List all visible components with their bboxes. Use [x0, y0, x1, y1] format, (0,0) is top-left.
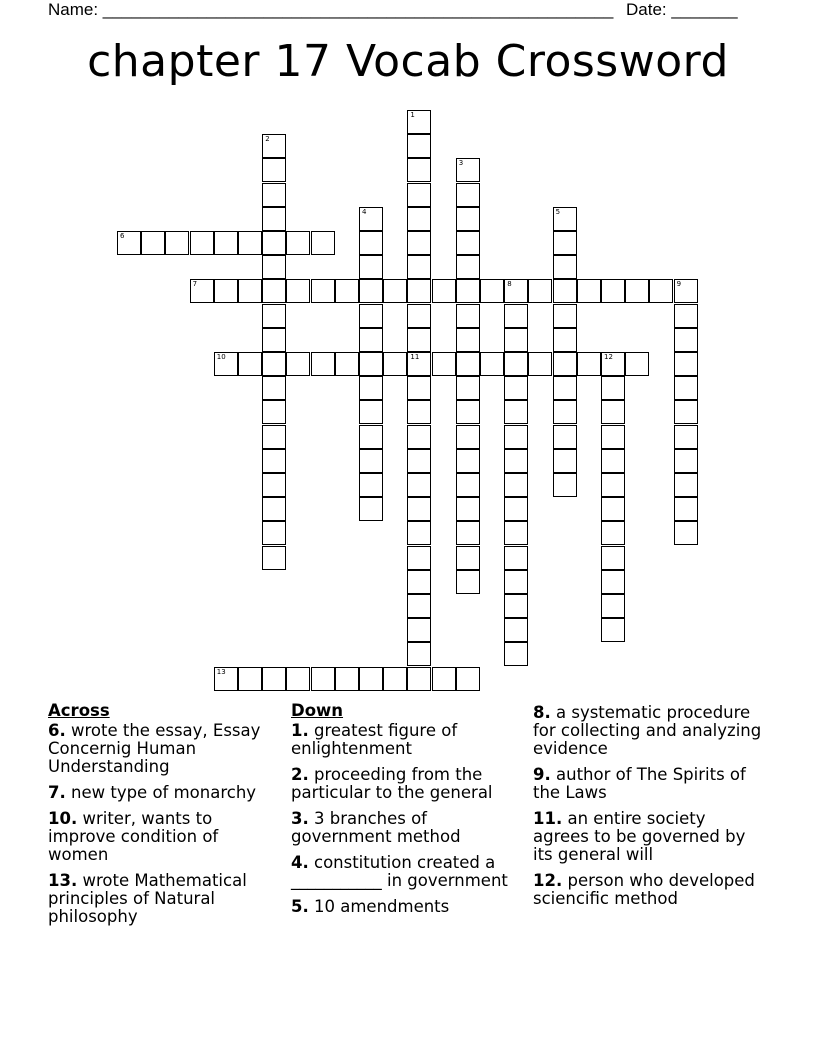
crossword-cell[interactable] [262, 425, 286, 449]
crossword-cell[interactable] [601, 594, 625, 618]
clue-item-number: 6. [48, 721, 66, 740]
clue-item-text: greatest figure of enlightenment [291, 721, 458, 758]
crossword-cell[interactable] [553, 304, 577, 328]
clue-item-number: 7. [48, 783, 66, 802]
crossword-cell[interactable] [262, 400, 286, 424]
crossword-cell[interactable] [407, 400, 431, 424]
crossword-cell[interactable] [577, 279, 601, 303]
crossword-cell[interactable] [262, 546, 286, 570]
clue-item [48, 784, 276, 802]
crossword-cell[interactable] [262, 376, 286, 400]
crossword-cell[interactable] [359, 255, 383, 279]
crossword-cell[interactable] [480, 279, 504, 303]
crossword-cell[interactable] [504, 449, 528, 473]
crossword-cell[interactable] [359, 207, 383, 231]
crossword-cell[interactable] [407, 425, 431, 449]
crossword-cell[interactable] [262, 231, 286, 255]
crossword-cell[interactable] [359, 376, 383, 400]
crossword-cell[interactable] [601, 449, 625, 473]
crossword-cell[interactable] [456, 231, 480, 255]
crossword-cell[interactable] [359, 279, 383, 303]
crossword-cell[interactable] [335, 279, 359, 303]
crossword-cell[interactable] [359, 425, 383, 449]
crossword-cell[interactable] [359, 473, 383, 497]
clues-across-column [48, 702, 276, 934]
crossword-cell[interactable] [504, 328, 528, 352]
crossword-cell[interactable] [625, 279, 649, 303]
crossword-cell[interactable] [601, 570, 625, 594]
clue-number: 9 [676, 280, 682, 289]
crossword-cell[interactable] [553, 255, 577, 279]
name-field-label: Name: ______________________________________________________ [48, 0, 614, 19]
crossword-cell[interactable] [649, 279, 673, 303]
crossword-cell[interactable] [359, 667, 383, 691]
clue-number: 4 [362, 207, 367, 216]
crossword-cell[interactable] [456, 255, 480, 279]
crossword-cell[interactable] [407, 183, 431, 207]
crossword-cell[interactable] [432, 352, 456, 376]
crossword-cell[interactable] [674, 376, 698, 400]
crossword-cell[interactable] [528, 279, 552, 303]
crossword-cell[interactable] [456, 497, 480, 521]
clue-item-text: 10 amendments [308, 897, 450, 916]
crossword-cell[interactable] [165, 231, 189, 255]
clue-number: 7 [192, 280, 198, 289]
crossword-cell[interactable] [262, 134, 286, 158]
crossword-cell[interactable] [674, 304, 698, 328]
crossword-cell[interactable] [674, 328, 698, 352]
clue-item [291, 766, 513, 802]
crossword-cell[interactable] [190, 231, 214, 255]
clue-item-text: writer, wants to improve condition of women [48, 809, 219, 864]
across-heading: Across [48, 701, 110, 720]
page-title: chapter 17 Vocab Crossword [87, 36, 729, 87]
crossword-cell[interactable] [601, 425, 625, 449]
crossword-cell[interactable] [456, 328, 480, 352]
crossword-cell[interactable] [407, 352, 431, 376]
clue-item-number: 1. [291, 721, 309, 740]
crossword-cell[interactable] [456, 158, 480, 182]
clue-item-text: wrote the essay, Essay Concernig Human Understanding [48, 721, 261, 776]
crossword-cell[interactable] [407, 570, 431, 594]
crossword-cell[interactable] [190, 279, 214, 303]
crossword-cell[interactable] [359, 400, 383, 424]
date-field-label: Date: _______ [626, 0, 738, 19]
crossword-cell[interactable] [407, 473, 431, 497]
crossword-cell[interactable] [553, 425, 577, 449]
crossword-cell[interactable] [553, 449, 577, 473]
crossword-cell[interactable] [214, 667, 238, 691]
clue-number: 2 [265, 135, 270, 144]
crossword-cell[interactable] [141, 231, 165, 255]
crossword-cell[interactable] [238, 231, 262, 255]
clue-item-number: 11. [533, 809, 563, 828]
clue-item-text: wrote Mathematical principles of Natural philosophy [48, 871, 247, 926]
clue-item [291, 722, 513, 758]
clue-item-number: 13. [48, 871, 78, 890]
crossword-cell[interactable] [601, 376, 625, 400]
crossword-cell[interactable] [674, 473, 698, 497]
clue-item-text: person who developed sciencific method [533, 871, 755, 908]
crossword-cell[interactable] [480, 352, 504, 376]
crossword-cell[interactable] [456, 473, 480, 497]
crossword-cell[interactable] [553, 473, 577, 497]
crossword-cell[interactable] [238, 279, 262, 303]
crossword-cell[interactable] [456, 376, 480, 400]
crossword-cell[interactable] [359, 231, 383, 255]
crossword-cell[interactable] [504, 473, 528, 497]
crossword-cell[interactable] [456, 425, 480, 449]
crossword-cell[interactable] [456, 667, 480, 691]
clue-item [291, 854, 513, 890]
crossword-cell[interactable] [674, 352, 698, 376]
crossword-cell[interactable] [335, 352, 359, 376]
crossword-cell[interactable] [504, 570, 528, 594]
clue-number: 13 [216, 667, 226, 676]
clue-number: 6 [120, 232, 125, 240]
crossword-cell[interactable] [407, 642, 431, 666]
crossword-cell[interactable] [407, 667, 431, 691]
crossword-cell[interactable] [553, 376, 577, 400]
crossword-cell[interactable] [117, 231, 141, 255]
clue-item-text: constitution created a ___________ in government [291, 853, 508, 890]
crossword-cell[interactable] [262, 304, 286, 328]
crossword-cell[interactable] [456, 570, 480, 594]
down-heading: Down [291, 701, 344, 720]
clue-item [533, 766, 763, 802]
crossword-cell[interactable] [504, 618, 528, 642]
crossword-cell[interactable] [286, 667, 310, 691]
crossword-cell[interactable] [504, 425, 528, 449]
crossword-cell[interactable] [407, 279, 431, 303]
crossword-cell[interactable] [262, 158, 286, 182]
clue-item-text: 3 branches of government method [291, 809, 461, 846]
crossword-cell[interactable] [456, 183, 480, 207]
clue-number: 8 [507, 280, 512, 289]
crossword-cell[interactable] [456, 279, 480, 303]
crossword-cell[interactable] [359, 449, 383, 473]
crossword-cell[interactable] [407, 304, 431, 328]
clue-number: 10 [216, 353, 226, 361]
crossword-cell[interactable] [383, 667, 407, 691]
crossword-cell[interactable] [311, 667, 335, 691]
clue-item-text: a systematic procedure for collecting and analyzing evidence [533, 703, 762, 758]
crossword-cell[interactable] [432, 667, 456, 691]
down-clue-list-continued [533, 704, 763, 908]
clue-item [48, 810, 276, 864]
crossword-cell[interactable] [311, 231, 335, 255]
clue-item-text: proceeding from the particular to the general [291, 765, 493, 802]
crossword-cell[interactable] [456, 352, 480, 376]
crossword-cell[interactable] [504, 400, 528, 424]
clue-item [291, 810, 513, 846]
clue-number: 1 [410, 111, 415, 119]
crossword-cell[interactable] [407, 158, 431, 182]
crossword-cell[interactable] [286, 352, 310, 376]
crossword-cell[interactable] [432, 279, 456, 303]
crossword-cell[interactable] [553, 231, 577, 255]
clue-item [533, 872, 763, 908]
crossword-cell[interactable] [262, 352, 286, 376]
crossword-cell[interactable] [286, 279, 310, 303]
crossword-cell[interactable] [311, 279, 335, 303]
clue-item [533, 810, 763, 864]
crossword-cell[interactable] [262, 521, 286, 545]
crossword-cell[interactable] [359, 328, 383, 352]
crossword-cell[interactable] [262, 207, 286, 231]
crossword-cell[interactable] [504, 521, 528, 545]
crossword-cell[interactable] [553, 279, 577, 303]
crossword-cell[interactable] [359, 352, 383, 376]
crossword-cell[interactable] [238, 352, 262, 376]
crossword-cell[interactable] [504, 304, 528, 328]
clue-item-number: 9. [533, 765, 551, 784]
down-clue-list [291, 722, 513, 916]
crossword-cell[interactable] [674, 425, 698, 449]
clue-item-text: new type of monarchy [65, 783, 257, 802]
crossword-cell[interactable] [674, 449, 698, 473]
crossword-cell[interactable] [674, 279, 698, 303]
crossword-cell[interactable] [456, 304, 480, 328]
crossword-cell[interactable] [601, 473, 625, 497]
crossword-cell[interactable] [601, 497, 625, 521]
crossword-cell[interactable] [528, 352, 552, 376]
crossword-cell[interactable] [262, 497, 286, 521]
clue-item-number: 4. [291, 853, 309, 872]
crossword-cell[interactable] [262, 449, 286, 473]
crossword-cell[interactable] [504, 546, 528, 570]
clue-item-number: 5. [291, 897, 309, 916]
clue-item-text: author of The Spirits of the Laws [533, 765, 746, 802]
clue-item-number: 3. [291, 809, 309, 828]
clue-number: 3 [458, 159, 464, 168]
crossword-cell[interactable] [407, 110, 431, 134]
crossword-cell[interactable] [577, 352, 601, 376]
crossword-cell[interactable] [407, 134, 431, 158]
crossword-cell[interactable] [553, 400, 577, 424]
crossword-cell[interactable] [625, 352, 649, 376]
crossword-cell[interactable] [407, 231, 431, 255]
crossword-cell[interactable] [674, 400, 698, 424]
across-clue-list [48, 722, 276, 926]
crossword-cell[interactable] [504, 594, 528, 618]
crossword-cell[interactable] [407, 255, 431, 279]
crossword-cell[interactable] [601, 352, 625, 376]
crossword-cell[interactable] [504, 279, 528, 303]
clue-item [533, 704, 763, 758]
crossword-cell[interactable] [262, 255, 286, 279]
crossword-cell[interactable] [504, 497, 528, 521]
crossword-cell[interactable] [407, 546, 431, 570]
crossword-cell[interactable] [311, 352, 335, 376]
crossword-cell[interactable] [456, 400, 480, 424]
crossword-cell[interactable] [407, 618, 431, 642]
clue-item [48, 872, 276, 926]
crossword-cell[interactable] [383, 279, 407, 303]
crossword-cell[interactable] [407, 521, 431, 545]
clue-item-number: 10. [48, 809, 78, 828]
crossword-cell[interactable] [407, 449, 431, 473]
crossword-cell[interactable] [407, 594, 431, 618]
crossword-cell[interactable] [504, 642, 528, 666]
crossword-cell[interactable] [262, 328, 286, 352]
crossword-cell[interactable] [238, 667, 262, 691]
crossword-cell[interactable] [553, 328, 577, 352]
crossword-cell[interactable] [601, 279, 625, 303]
crossword-cell[interactable] [504, 376, 528, 400]
crossword-cell[interactable] [456, 207, 480, 231]
clue-number: 5 [555, 207, 561, 216]
crossword-cell[interactable] [407, 207, 431, 231]
clues-down-column [291, 702, 513, 924]
crossword-cell[interactable] [335, 667, 359, 691]
crossword-cell[interactable] [214, 279, 238, 303]
clue-number: 11 [410, 353, 420, 361]
crossword-cell[interactable] [262, 667, 286, 691]
crossword-cell[interactable] [504, 352, 528, 376]
crossword-cell[interactable] [601, 546, 625, 570]
clue-number: 12 [604, 353, 613, 361]
clue-item-number: 2. [291, 765, 309, 784]
crossword-cell[interactable] [407, 497, 431, 521]
crossword-cell[interactable] [601, 400, 625, 424]
crossword-cell[interactable] [456, 449, 480, 473]
clue-item-number: 12. [533, 871, 563, 890]
crossword-cell[interactable] [674, 521, 698, 545]
crossword-cell[interactable] [286, 231, 310, 255]
clue-item-text: an entire society agrees to be governed by its general will [533, 809, 746, 864]
crossword-cell[interactable] [601, 521, 625, 545]
crossword-cell[interactable] [262, 473, 286, 497]
crossword-cell[interactable] [214, 231, 238, 255]
clue-item-number: 8. [533, 703, 551, 722]
crossword-cell[interactable] [262, 183, 286, 207]
crossword-cell[interactable] [262, 279, 286, 303]
crossword-cell[interactable] [553, 352, 577, 376]
crossword-cell[interactable] [407, 376, 431, 400]
clue-item [291, 898, 513, 916]
clue-item [48, 722, 276, 776]
crossword-cell[interactable] [601, 618, 625, 642]
crossword-cell[interactable] [383, 352, 407, 376]
crossword-cell[interactable] [456, 546, 480, 570]
crossword-cell[interactable] [214, 352, 238, 376]
crossword-cell[interactable] [456, 521, 480, 545]
crossword-cell[interactable] [407, 328, 431, 352]
crossword-cell[interactable] [674, 497, 698, 521]
clues-down-column-continued [533, 704, 763, 916]
crossword-cell[interactable] [553, 207, 577, 231]
crossword-cell[interactable] [359, 497, 383, 521]
crossword-cell[interactable] [359, 304, 383, 328]
